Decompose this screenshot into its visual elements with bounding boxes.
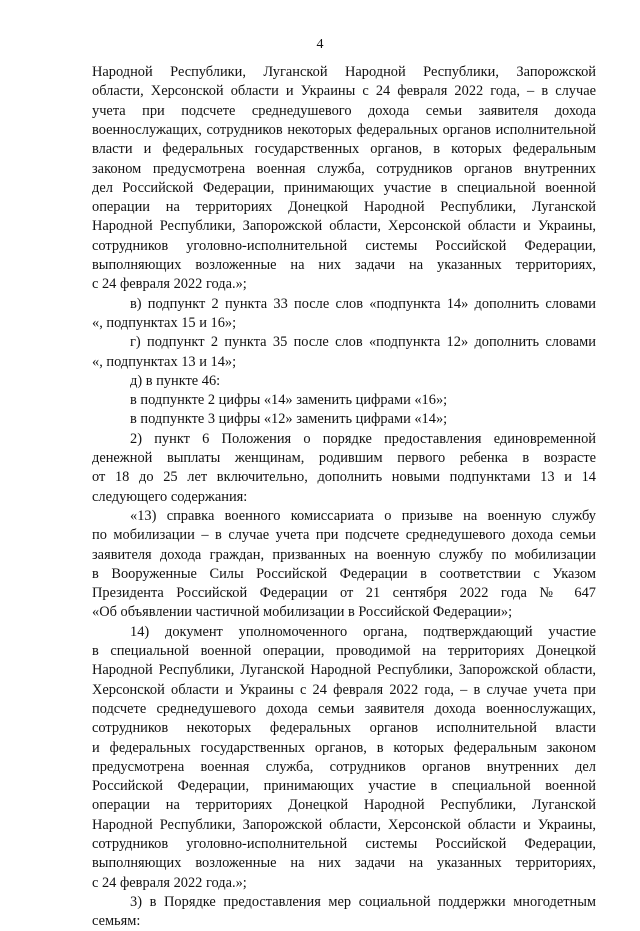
text-line: по мобилизации – в случае учета при подсчете среднедушевого дохода семьи [92, 527, 596, 544]
text-line: выполняющих возложенные на них задачи на указанных территориях, [92, 855, 596, 872]
text-line: Президента Российской Федерации от 21 сентября 2022 года № 647 [92, 585, 596, 602]
text-line: дел Российской Федерации, принимающих участие в специальной военной [92, 179, 596, 196]
text-line: с 24 февраля 2022 года.»; [92, 874, 247, 891]
text-line: «, подпунктах 15 и 16»; [92, 314, 237, 331]
text-line: области, Херсонской области и Украины с 24 февраля 2022 года, – в случае [92, 83, 596, 100]
text-line: денежной выплаты женщинам, родившим первого ребенка в возрасте [92, 450, 596, 466]
text-line: и федеральных государственных органов, в которых федеральным законом [92, 739, 596, 756]
text-line: 3) в Порядке предоставления мер социальной поддержки многодетным [130, 893, 596, 910]
text-line: подсчете среднедушевого дохода семьи заявителя дохода военнослужащих, [92, 700, 596, 717]
text-line: Народной Республики, Луганской Народной Республики, Запорожской области, [92, 662, 596, 679]
text-line: сотрудников некоторых федеральных органов исполнительной власти [92, 720, 596, 737]
text-line: власти и федеральных государственных органов, в которых федеральным [92, 141, 596, 158]
text-line: сотрудников уголовно-исполнительной системы Российской Федерации, [92, 836, 596, 852]
text-line: операции на территориях Донецкой Народной Республики, Луганской [92, 199, 596, 216]
text-line: предусмотрена военная служба, сотрудников органов внутренних дел [92, 758, 596, 775]
text-line: учета при подсчете среднедушевого дохода семьи заявителя дохода [92, 102, 596, 119]
text-line: д) в пункте 46: [130, 372, 221, 389]
text-line: Народной Республики, Запорожской области, Херсонской области и Украины, [92, 816, 596, 833]
text-line: следующего содержания: [92, 488, 248, 505]
text-line: семьям: [92, 913, 141, 930]
text-line: сотрудников уголовно-исполнительной системы Российской Федерации, [92, 237, 596, 254]
text-line: «Об объявлении частичной мобилизации в Российской Федерации»; [92, 604, 513, 621]
page-number: 4 [316, 37, 324, 52]
text-line: Народной Республики, Луганской Народной Республики, Запорожской [92, 64, 596, 80]
text-line: законом предусмотрена военная служба, сотрудников органов внутренних [92, 160, 596, 177]
text-line: в Вооруженные Силы Российской Федерации в соответствии с Указом [92, 565, 596, 582]
text-line: в подпункте 3 цифры «12» заменить цифрами «14»; [130, 411, 448, 428]
text-line: «, подпунктах 13 и 14»; [92, 353, 237, 370]
text-line: 14) документ уполномоченного органа, подтверждающий участие [130, 623, 596, 640]
text-line: операции на территориях Донецкой Народной Республики, Луганской [92, 797, 596, 814]
text-line: «13) справка военного комиссариата о призыве на военную службу [130, 507, 596, 524]
text-line: в подпункте 2 цифры «14» заменить цифрами «16»; [130, 392, 448, 409]
text-line: в специальной военной операции, проводимой на территориях Донецкой [92, 643, 596, 659]
text-line: выполняющих возложенные на них задачи на указанных территориях, [92, 257, 596, 273]
text-line: Российской Федерации, принимающих участие в специальной военной [92, 778, 596, 795]
text-line: Народной Республики, Запорожской области, Херсонской области и Украины, [92, 218, 596, 235]
text-line: от 18 до 25 лет включительно, дополнить новыми подпунктами 13 и 14 [92, 469, 596, 486]
text-line: Херсонской области и Украины с 24 февраля 2022 года, – в случае учета при [92, 681, 596, 698]
text-line: г) подпункт 2 пункта 35 после слов «подпункта 12» дополнить словами [130, 334, 596, 351]
text-line: заявителя дохода граждан, призванных на военную службу по мобилизации [92, 546, 596, 563]
text-line: военнослужащих, сотрудников некоторых федеральных органов исполнительной [92, 121, 596, 138]
text-line: с 24 февраля 2022 года.»; [92, 276, 247, 293]
text-line: 2) пункт 6 Положения о порядке предоставления единовременной [130, 430, 596, 447]
text-line: в) подпункт 2 пункта 33 после слов «подпункта 14» дополнить словами [130, 295, 596, 312]
